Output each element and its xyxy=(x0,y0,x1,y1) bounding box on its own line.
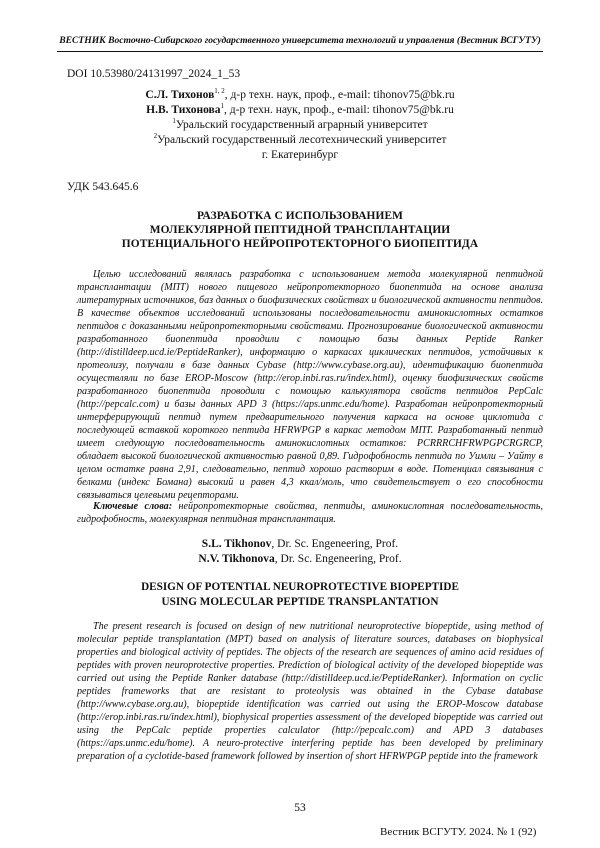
author-name: Н.В. Тихонова xyxy=(146,104,221,116)
author-sup: 1 xyxy=(220,102,225,111)
title-ru-line-3: ПОТЕНЦИАЛЬНОГО НЕЙРОПРОТЕКТОРНОГО БИОПЕПТИДА xyxy=(121,238,479,250)
city: г. Екатеринбург xyxy=(261,149,339,161)
author-details: , д-р техн. наук, проф., e-mail: tihonov75@bk.ru xyxy=(224,104,454,116)
title-en-line-2: USING MOLECULAR PEPTIDE TRANSPLANTATION xyxy=(161,596,439,608)
author-en-1 xyxy=(0,538,600,550)
author-name: N.V. Tikhonova xyxy=(198,553,275,565)
author-en-2 xyxy=(0,553,600,565)
title-ru-line-2: МОЛЕКУЛЯРНОЙ ПЕПТИДНОЙ ТРАНСПЛАНТАЦИИ xyxy=(149,224,451,236)
author-details: , д-р техн. наук, проф., e-mail: tihonov75@bk.ru xyxy=(224,89,455,101)
author-ru-1 xyxy=(0,89,600,101)
keywords-text: нейропротекторные свойства, пептиды, аминокислотная последовательность, гидрофобность, молекулярная пептидная трансплантация. xyxy=(77,501,543,525)
author-name: S.L. Tikhonov xyxy=(201,538,272,550)
author-sup: 1, 2 xyxy=(214,87,225,96)
author-ru-2 xyxy=(0,104,600,116)
author-details: , Dr. Sc. Engeneering, Prof. xyxy=(271,538,399,550)
header-rule xyxy=(57,51,543,52)
title-ru-line-1: РАЗРАБОТКА С ИСПОЛЬЗОВАНИЕМ xyxy=(196,210,404,222)
doi: DOI 10.53980/24131997_2024_1_53 xyxy=(67,68,241,80)
journal-footer: Вестник ВСГУТУ. 2024. № 1 (92) xyxy=(380,826,537,838)
abstract-ru: Целью исследований являлась разработка с использованием метода молекулярной пептидной трансплантации (МПТ) нового пищевого нейропротекторного биопептида на основе анализа литературных источников, баз данных о биофизических свойствах и биологической активности пептидов. В качестве объектов исследований использованы последовательности аминокислотных остатков пептидов с доказанными нейропротекторными свойствами. Прогнозирование биологической активности разработанного биопептида проводили с помощью базы данных Peptide Ranker (http://distilldeep.ucd.ie/PeptideRanker), информацию о каркасах циклических пептидов, устойчивых к протеолизу, получали в базе данных Cybase (http://www.cybase.org.au), идентификацию биопептида осуществляли по базе EROP-Moscow (http://erop.inbi.ras.ru/index.html), оценку биофизических свойств разработанного биопептида проводили с помощью калькулятора свойств пептидов PepCalc (http://pepcalc.com) и базы данных APD 3 (https://aps.unmc.edu/home). Разработан нейропротекторный интерферирующий пептид путем предварительного получения каркаса на основе циклотида с последующей вставкой короткого пептида HFRWPGP в каркас методом МПТ. Разработанный пептид имеет следующую последовательность аминокислотных остатков: PCRRRCHFRWPGPCRGRCP, обладает высокой биологической активностью равной 0,89. Гидрофобность пептида по Уимли – Уайту в целом остатке равна 2,91, следовательно, пептид хорошо растворим в воде. Потенциал связывания с белками (индекс Бомана) высокий и равен 4,3 ккал/моль, что свидетельствует о его способности связываться целевыми рецепторами. xyxy=(77,269,543,501)
udk: УДК 543.645.6 xyxy=(67,181,139,193)
author-details: , Dr. Sc. Engeneering, Prof. xyxy=(274,553,402,565)
keywords-label: Ключевые слова: xyxy=(93,501,173,512)
affiliation-text: Уральский государственный аграрный университет xyxy=(175,119,428,131)
affiliation-sup: 1 xyxy=(172,117,176,126)
affiliation-1 xyxy=(0,119,600,131)
keywords-ru xyxy=(77,500,543,526)
affiliation-sup: 2 xyxy=(153,132,158,141)
affiliation-2 xyxy=(0,134,600,146)
affiliation-text: Уральский государственный лесотехнический университет xyxy=(157,134,447,146)
running-header: ВЕСТНИК Восточно-Сибирского государственного университета технологий и управления (Вестник ВСГУТУ) xyxy=(59,35,541,46)
title-en-line-1: DESIGN OF POTENTIAL NEUROPROTECTIVE BIOPEPTIDE xyxy=(141,581,459,593)
author-name: С.Л. Тихонов xyxy=(145,89,215,101)
page-number: 53 xyxy=(294,802,306,814)
abstract-en: The present research is focused on design of new nutritional neuroprotective biopeptide, using method of molecular peptide transplantation (MPT) based on analysis of literature sources, databases on biophysical properties and biological activity of peptides. The objects of the research are sequences of amino acid residues of peptides with proven neuroprotective properties. Prediction of biological activity of the developed biopeptide was carried out using the Peptide Ranker database (http://distilldeep.ucd.ie/PeptideRanker). Information on cyclic peptides frameworks that are resistant to proteolysis was obtained in the Cybase database (http://www.cybase.org.au), biopeptide identification was carried out using the EROP-Moscow database (http://erop.inbi.ras.ru/index.html), biophysical properties assessment of the developed biopeptide was carried out using the PepCalc peptide properties calculator (http://pepcalc.com) and APD 3 databases (https://aps.unmc.edu/home). A neuro-protective interfering peptide has been developed by preliminary preparation of a cyclotide-based framework followed by insertion of short HFRWPGP peptide into the framework xyxy=(77,621,543,762)
